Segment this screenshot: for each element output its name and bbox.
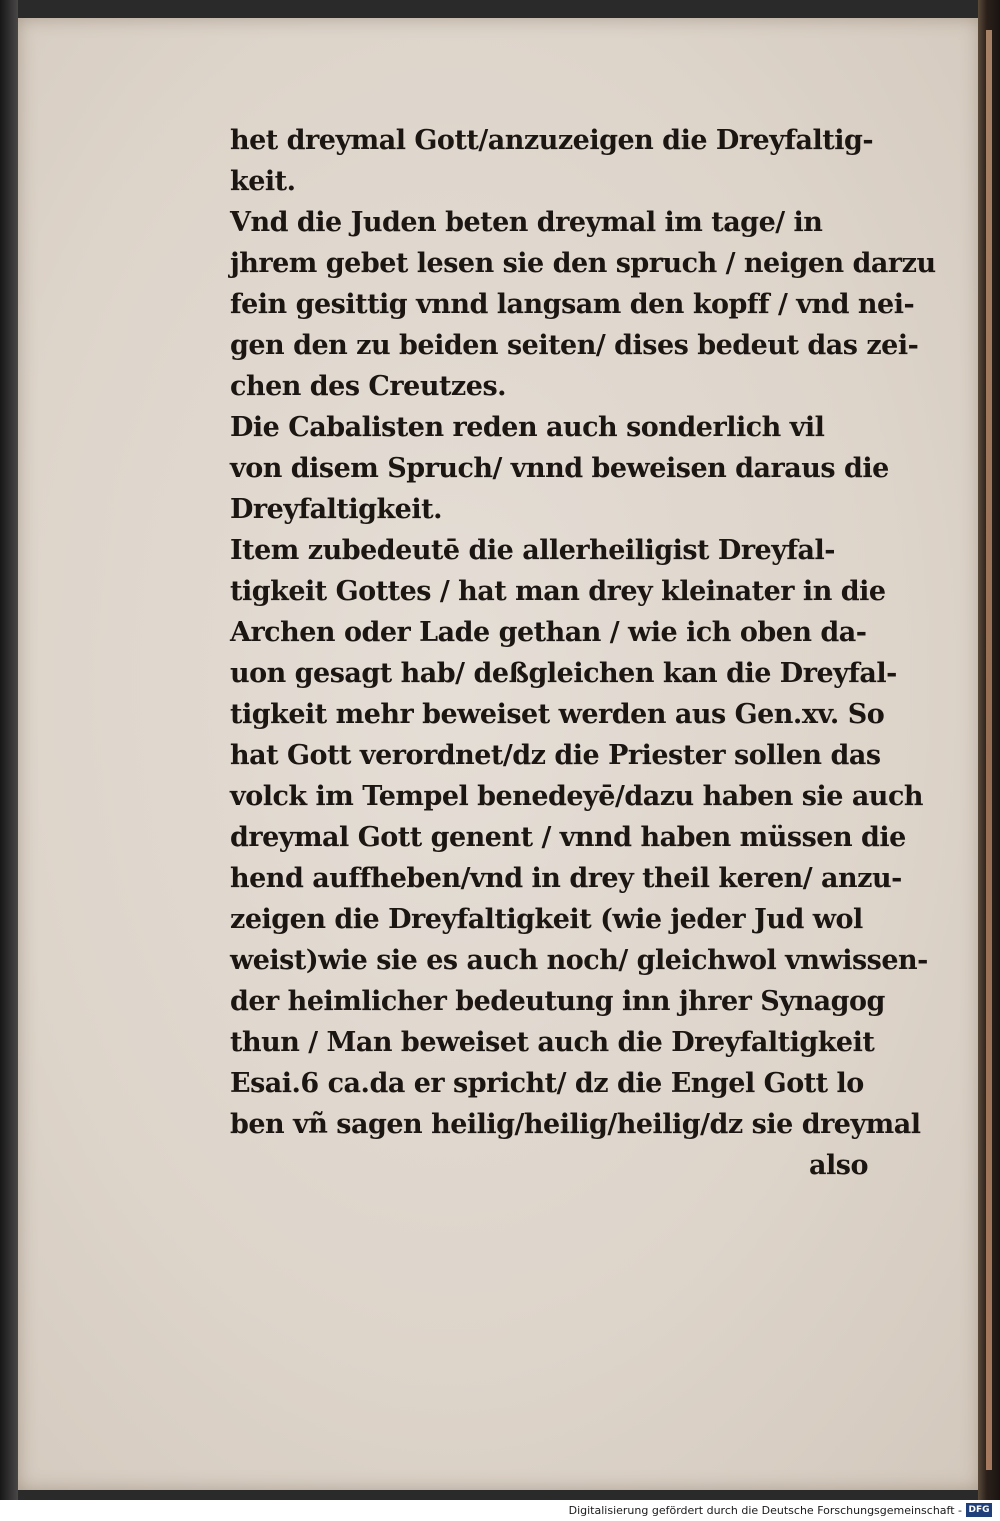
- text-line: von disem Spruch/ vnnd beweisen daraus die: [230, 453, 889, 484]
- text-line: uon gesagt hab/ deßgleichen kan die Dreyfal-: [230, 658, 897, 689]
- text-line: hend auffheben/vnd in drey theil keren/ anzu-: [230, 863, 902, 894]
- text-line: jhrem gebet lesen sie den spruch / neigen darzu: [230, 248, 936, 279]
- text-line: keit.: [230, 166, 296, 197]
- text-line: zeigen die Dreyfaltigkeit (wie jeder Jud wol: [230, 904, 863, 935]
- text-line: tigkeit mehr beweiset werden aus Gen.xv. So: [230, 699, 885, 730]
- text-line: dreymal Gott genent / vnnd haben müssen die: [230, 822, 906, 853]
- text-line: het dreymal Gott/anzuzeigen die Dreyfaltig-: [230, 125, 874, 156]
- text-line: fein gesittig vnnd langsam den kopff / vnd nei-: [230, 289, 915, 320]
- text-line: Item zubedeutē die allerheiligist Dreyfal-: [230, 535, 835, 566]
- text-line: Esai.6 ca.da er spricht/ dz die Engel Gott lo: [230, 1068, 864, 1099]
- text-line: chen des Creutzes.: [230, 371, 507, 402]
- text-line: Die Cabalisten reden auch sonderlich vil: [230, 412, 825, 443]
- text-line: der heimlicher bedeutung inn jhrer Synagog: [230, 986, 885, 1017]
- book-gutter: [0, 0, 18, 1500]
- text-line: tigkeit Gottes / hat man drey kleinater in die: [230, 576, 886, 607]
- text-line: gen den zu beiden seiten/ dises bedeut das zei-: [230, 330, 919, 361]
- text-line: thun / Man beweiset auch die Dreyfaltigkeit: [230, 1027, 875, 1058]
- funding-notice: Digitalisierung gefördert durch die Deutsche Forschungsgemeinschaft -: [568, 1504, 962, 1517]
- text-line: Dreyfaltigkeit.: [230, 494, 442, 525]
- catchword: also: [809, 1150, 868, 1181]
- text-line: volck im Tempel benedeyē/dazu haben sie auch: [230, 781, 924, 812]
- footer-bar: [0, 1500, 1000, 1521]
- dfg-logo: DFG: [966, 1503, 992, 1517]
- book-page-edge: [978, 0, 1000, 1500]
- text-line: weist)wie sie es auch noch/ gleichwol vnwissen-: [230, 945, 928, 976]
- page-text: [230, 120, 936, 1186]
- text-line: Archen oder Lade gethan / wie ich oben da-: [230, 617, 867, 648]
- text-line: hat Gott verordnet/dz die Priester sollen das: [230, 740, 881, 771]
- text-line: Vnd die Juden beten dreymal im tage/ in: [230, 207, 823, 238]
- text-line: ben vñ sagen heilig/heilig/heilig/dz sie dreymal: [230, 1109, 921, 1140]
